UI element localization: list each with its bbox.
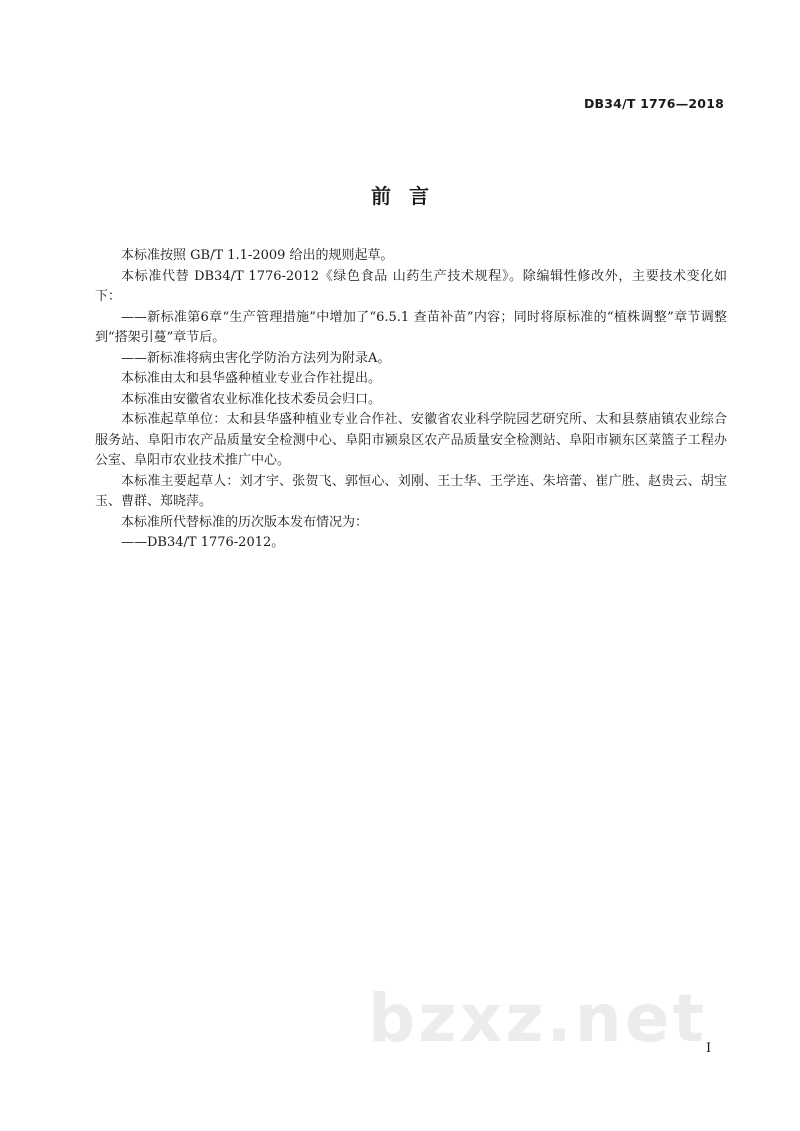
foreword-body [95, 246, 727, 554]
page-number: I [706, 1041, 712, 1056]
paragraph-drafting-units: 本标准起草单位：太和县华盛种植业专业合作社、安徽省农业科学院园艺研究所、太和县蔡庙镇农业综合服务站、阜阳市农产品质量安全检测中心、阜阳市颍泉区农产品质量安全检测站、阜阳市颍东区菜篮子工程办公室、阜阳市农业技术推广中心。 [95, 412, 727, 468]
paragraph-change-2: ——新标准将病虫害化学防治方法列为附录A。 [121, 350, 391, 366]
paragraph-change-1: ——新标准第6章“生产管理措施”中增加了“6.5.1 查苗补苗”内容；同时将原标准的“植株调整”章节调整到“搭架引蔓”章节后。 [95, 309, 727, 345]
paragraph-history-version: ——DB34/T 1776-2012。 [121, 535, 285, 550]
paragraph-committee: 本标准由安徽省农业标准化技术委员会归口。 [121, 391, 382, 407]
paragraph-proposer: 本标准由太和县华盛种植业专业合作社提出。 [121, 371, 382, 386]
paragraph-drafters: 本标准主要起草人：刘才宇、张贺飞、郭恒心、刘刚、王士华、王学连、朱培蕾、崔广胜、赵贵云、胡宝玉、曹群、郑晓萍。 [95, 473, 727, 509]
watermark-text: bzxz.net [368, 980, 708, 1057]
standard-number: DB34/T 1776—2018 [583, 96, 724, 111]
paragraph-history: 本标准所代替标准的历次版本发布情况为： [121, 514, 369, 530]
paragraph-replacement: 本标准代替 DB34/T 1776-2012《绿色食品 山药生产技术规程》。除编辑性修改外，主要技术变化如下： [95, 268, 727, 304]
paragraph-drafting-rules: 本标准按照 GB/T 1.1-2009 给出的规则起草。 [121, 248, 394, 263]
page-title: 前言 [371, 184, 447, 208]
